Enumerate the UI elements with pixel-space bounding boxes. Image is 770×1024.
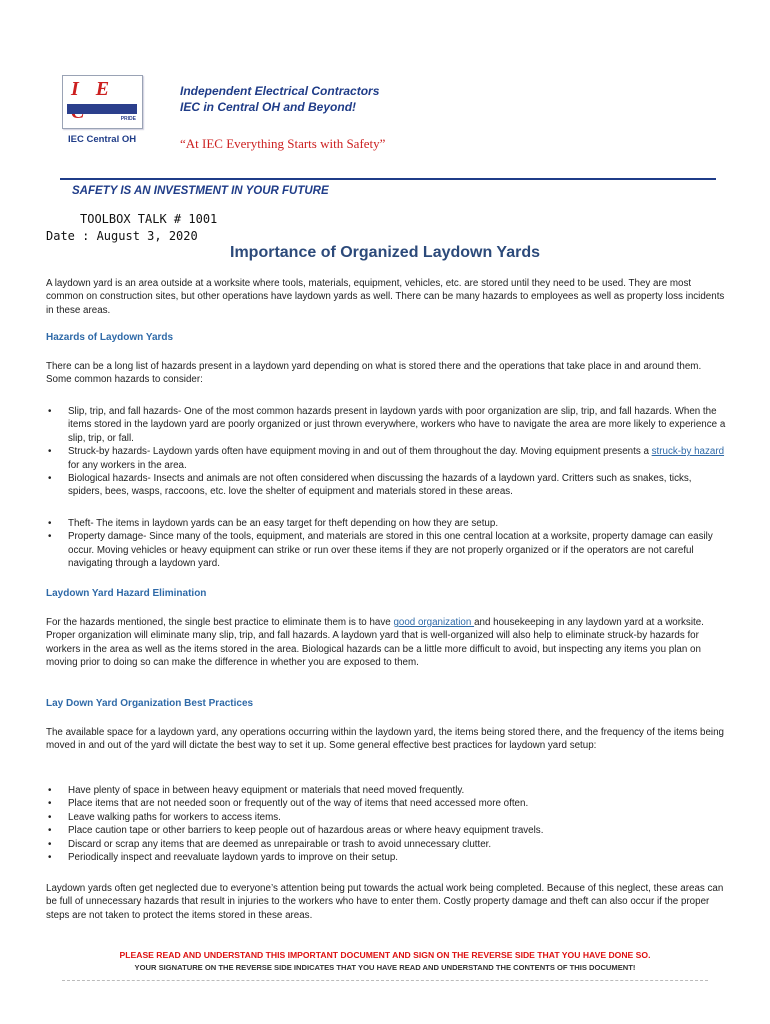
intro-paragraph: A laydown yard is an area outside at a worksite where tools, materials, equipment, vehicles, etc. are stored until they need to be used. They are most common on construction sites, but other operations have laydown yards as well. There can be many hazards to employees as well as property loss incidents in these areas. [46, 278, 725, 316]
document-title: Importance of Organized Laydown Yards [230, 244, 540, 261]
investment-banner: SAFETY IS AN INVESTMENT IN YOUR FUTURE [72, 185, 329, 197]
logo-bar [67, 104, 137, 114]
good-organization-link[interactable]: good organization [393, 617, 475, 628]
list-item: • Place caution tape or other barriers to keep people out of hazardous areas or where heavy equipment travels. [46, 824, 726, 837]
list-item: • Slip, trip, and fall hazards- One of the most common hazards present in laydown yards with poor organization are slip, trip, and fall hazards. When the items stored in the laydown yard are poorly organized or just thrown everywhere, workers who have to navigate the area are more likely to experience a slip, trip, or fall. [46, 405, 726, 445]
closing-paragraph: Laydown yards often get neglected due to everyone’s attention being put towards the actual work being completed. Because of this neglect, these areas can be full of unnecessary hazards that result in injuries to the workers who have to enter them. Costly property damage and theft can also occur if the proper steps are not taken to protect the items stored in these areas. [46, 883, 724, 921]
toolbox-talk-number: TOOLBOX TALK # 1001 [80, 212, 218, 226]
signature-notice: YOUR SIGNATURE ON THE REVERSE SIDE INDICATES THAT YOU HAVE READ AND UNDERSTAND THE CONTENTS OF THIS DOCUMENT! [134, 963, 636, 972]
practices-list [46, 784, 726, 864]
header-divider [60, 178, 716, 180]
hazards-list-2 [46, 517, 726, 571]
elimination-heading: Laydown Yard Hazard Elimination [46, 588, 207, 599]
iec-logo [62, 75, 143, 129]
slogan: “At IEC Everything Starts with Safety” [180, 136, 386, 151]
practices-heading: Lay Down Yard Organization Best Practices [46, 698, 254, 709]
list-item: • Biological hazards- Insects and animals are not often considered when discussing the hazards of a laydown yard. Critters such as snakes, ticks, spiders, bees, wasps, raccoons, etc. love the shelter of equipment and materials stored in these areas. [46, 472, 726, 499]
hazards-list-1 [46, 405, 726, 499]
list-item: • Property damage- Since many of the tools, equipment, and materials are stored in this one central location at a worksite, property damage can easily occur. Moving vehicles or heavy equipment can strike or run over these items if they are not properly organized or if the operators are not careful navigating through a laydown yard. [46, 530, 726, 570]
org-tagline: IEC in Central OH and Beyond! [180, 100, 357, 114]
hazards-heading: Hazards of Laydown Yards [46, 332, 174, 343]
struck-by-hazard-link[interactable]: struck-by hazard [651, 446, 725, 458]
practices-intro: The available space for a laydown yard, any operations occurring within the laydown yard, the items being stored there, and the frequency of the items being moved in and out of the yard will dictate the best way to set it up. Some general effective best practices for laydown yard setup: [46, 727, 725, 752]
list-item: • Theft- The items in laydown yards can be an easy target for theft depending on how they are setup. [46, 517, 726, 530]
elimination-paragraph: For the hazards mentioned, the single best practice to eliminate them is to have good organization and housekeeping in any laydown yard at a worksite. Proper organization will eliminate many slip, trip, and fall hazards. A laydown yard that is well-organized will also help to eliminate struck-by hazards for workers in the area as well as the items stored in the area. Biological hazards can be a little more difficult to avoid, but inspecting any items you plan on moving prior to doing so can make the difference in whether you are exposed to them. [46, 617, 704, 669]
logo-sub: PRIDE [120, 116, 136, 122]
list-item: • Have plenty of space in between heavy equipment or materials that need moved frequently. [46, 784, 726, 797]
chapter-name: IEC Central OH [68, 134, 137, 145]
list-item: • Leave walking paths for workers to access items. [46, 811, 726, 824]
talk-date: Date : August 3, 2020 [46, 229, 198, 243]
list-item: • Periodically inspect and reevaluate laydown yards to improve on their setup. [46, 851, 726, 864]
hazards-intro: There can be a long list of hazards present in a laydown yard depending on what is stored there and the operations that take place in and around them. Some common hazards to consider: [46, 361, 702, 386]
sign-notice: PLEASE READ AND UNDERSTAND THIS IMPORTANT DOCUMENT AND SIGN ON THE REVERSE SIDE THAT YOU HAVE DONE SO. [119, 950, 651, 960]
list-item: • Place items that are not needed soon or frequently out of the way of items that need accessed more often. [46, 797, 726, 810]
list-item: • Discard or scrap any items that are deemed as unrepairable or trash to avoid unnecessary clutter. [46, 838, 726, 851]
footer-divider [62, 980, 708, 981]
list-item: • Struck-by hazards- Laydown yards often have equipment moving in and out of them throughout the day. Moving equipment presents a struck-by hazard for any workers in the area. [46, 445, 726, 472]
logo-letters: I E [71, 78, 116, 100]
org-name: Independent Electrical Contractors [180, 84, 380, 98]
